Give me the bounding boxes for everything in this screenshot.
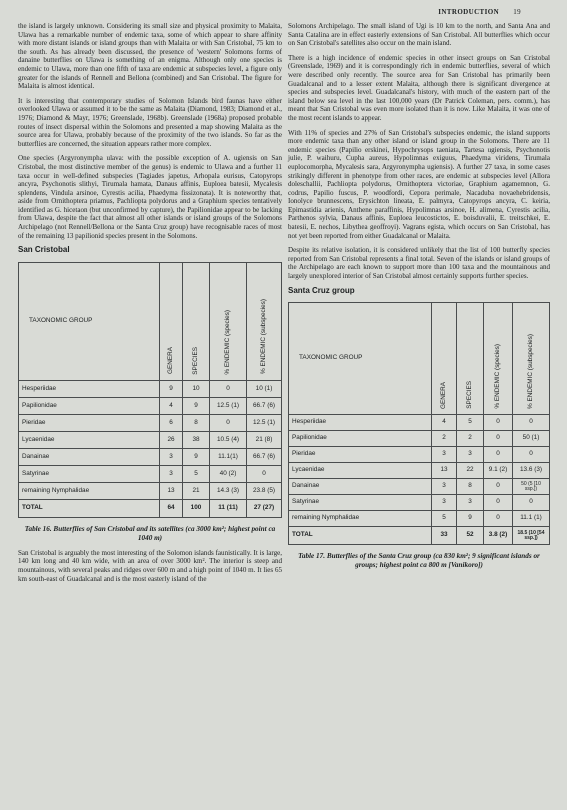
- section-title-santa-cruz: Santa Cruz group: [288, 285, 355, 295]
- table-row: Danainae 3 9 11.1(1) 66.7 (6): [19, 448, 282, 465]
- paragraph: the island is largely unknown. Considering its small size and physical proximity to Malaita, Ulawa has a remarkable number of endemic taxa, some of which appear to share affinity with more distant islands or island groups than with Malaita or with San Cristobal, 75 km to the south. As has already been discussed, the presence of 'western' Solomons forms of danaine butterflies on Ulawa is something of an enigma. Although only one species is endemic to Ulawa, more than one fifth of taxa are endemic at subspecies level, a figure only greater for the islands of Rennell and Bellona (combined) and San Cristobal. The figure for Malaita is almost identical.: [18, 22, 282, 91]
- column-header: GENERA: [166, 347, 174, 375]
- table-row: Papilionidae 4 9 12.5 (1) 66.7 (6): [19, 397, 282, 414]
- column-header: % ENDEMIC (subspecies): [259, 299, 267, 375]
- table-row: remaining Nymphalidae 13 21 14.3 (3) 23.8 (5): [19, 482, 282, 499]
- table-row: Satyrinae 3 3 0 0: [289, 495, 550, 511]
- running-header: [438, 8, 521, 16]
- table-row: remaining Nymphalidae 5 9 0 11.1 (1): [289, 511, 550, 527]
- table-row: Satyrinae 3 5 40 (2) 0: [19, 465, 282, 482]
- table-row: Pieridae 3 3 0 0: [289, 447, 550, 463]
- table-row: Danainae 3 8 0 50 (5 [10 ssp.]): [289, 479, 550, 495]
- page-number: 19: [513, 8, 521, 16]
- paragraph: With 11% of species and 27% of San Cristobal's subspecies endemic, the island supports more endemic taxa than any other island or island group in the Solomons. There are 11 endemic species (Papilio erskinei, Hypochrysops taeniata, Tartesa ugiensis, Psychonotis julie, P. waihuru, Cupha aureus, Hypolimnas exiguus, Phaedyma viridens, Tirumala euplocomorpha, Mycalesis sara, Argyronympha ugiensis). A further 27 taxa, in some cases strikingly different in phenotype from other races, are endemic at subspecies level (Allora doleschallii, Pachliopta polydorus, Ornithoptera victoriae, Graphium agamemnon, G. codrus, Papilio fuscus, P. woodfordi, Cepora perimale, Nacaduba novaehebridensis, Ionolyce brunnescens, Erysichton lineata, E. palmyra, Catopyrops ancyra, C. keiria, Epimastidia arienis, Anthene paraffinis, Hypolimnas arsinoe, H. alimena, Cyrestis acilia, Parthenos sylvia, Danaus affinis, Euploea leucostictos, E. boisduvalii, E. treitschkei, E. batesii, E. nechos, Libythea geoffroyi). Vagrans egista, which occurs on San Cristobal, has not yet been reported from either Guadalcanal or Malaita.: [288, 128, 550, 240]
- paragraph: It is interesting that contemporary studies of Solomon Islands bird faunas have either overlooked Ulawa or assumed it to be the same as Malaita (Diamond, 1983; Diamond et al., 1976; Diamond & Mayr, 1976; Greenslade, 1968b). Greenslade (1968a) proposed probable routes of insect dispersal within the Solomons and presented a map showing Malaita as the source area for Ulawa, probably because of the proximity of the two islands. So far as the butterflies are concerned, the situation appears rather more complex.: [18, 96, 282, 148]
- column-header: % ENDEMIC (species): [223, 309, 231, 375]
- table-16: [18, 262, 282, 518]
- table-caption: Table 16. Butterflies of San Cristobal and its satellites (ca 3000 km²; highest point ca 1040 m): [24, 524, 276, 542]
- column-header: % ENDEMIC (subspecies): [526, 333, 534, 409]
- column-header: % ENDEMIC (species): [493, 343, 501, 409]
- header-title: INTRODUCTION: [438, 8, 500, 16]
- column-header: SPECIES: [191, 346, 199, 375]
- table-row: Papilionidae 2 2 0 50 (1): [289, 431, 550, 447]
- table-row: Hesperiidae 4 5 0 0: [289, 415, 550, 431]
- paragraph: There is a high incidence of endemic species in other insect groups on San Cristobal (Greenslade, 1969) and it is correspondingly rich in endemic butterflies, several of which were described only recently. The source area for San Cristobal has primarily been Guadalcanal and to a lesser extent Malaita, although there is significant divergence at species and subspecies level. Guadalcanal's history, with much of the eastern part of the island below sea level in the last 100,000 years (Dr Patrick Coleman, pers. comm.), has meant that San Cristobal was even more isolated than it is now. Like Malaita, it was one of the most recent islands to appear.: [288, 53, 550, 122]
- paragraph: Despite its relative isolation, it is considered unlikely that the list of 100 butterfly species reported from San Cristobal represents a final total. Seven of the islands or island groups of the Archipelago are each known to support more than 100 taxa and the mountainous and largely unexplored interior of San Cristobal almost certainly supports further species.: [288, 246, 550, 281]
- table-row: Lycaenidae 13 22 9.1 (2) 13.6 (3): [289, 463, 550, 479]
- column-header: TAXONOMIC GROUP: [289, 303, 432, 415]
- section-title-san-cristobal: San Cristobal: [18, 245, 70, 255]
- table-17: [288, 302, 550, 545]
- table-row: Pieridae 6 8 0 12.5 (1): [19, 414, 282, 431]
- table-row: Lycaenidae 26 38 10.5 (4) 21 (8): [19, 431, 282, 448]
- table-caption: Table 17. Butterflies of the Santa Cruz group (ca 830 km²; 9 significant islands or groups; highest point ca 800 m [Vanikoro]): [298, 552, 540, 570]
- paragraph: One species (Argyronympha ulava: with the possible exception of A. ugiensis on San Cristobal, the most distinctive member of the genus) is endemic to Ulawa and a further 11 taxa occur in well-defined subspecies (Tagiades japetus, Arhopala eurisus, Catopyrops ancyra, Psychonotis slithyi, Tirumala hamata, Danaus affinis, Euploea batesii, Mycalesis splendens, Vindula arsinoe, Cyrestis acilia, Phaedyma fissizonata). It is noteworthy that, aside from Ornithoptera priamus, Pachliopta polydorus and a Graphium species tentatively identified as G. hicetaon (but unconfirmed by capture), the Papilionidae appear to be lacking from Ulawa, despite the fact that almost all other islands or island groups of the Solomons Archipelago (not Rennell/Bellona or the Santa Cruz group) have recognisable races of most of the remaining 13 papilionid species present in the Solomons.: [18, 154, 282, 240]
- column-header: GENERA: [439, 381, 447, 409]
- paragraph: San Cristobal is arguably the most interesting of the Solomon islands faunistically. It is large, 140 km long and 40 km wide, with an area of over 3000 km². The interior is steep and mountainous, with several peaks and ridges over 600 m and a high point of 1040 m. It lies 65 km south-east of Guadalcanal and is the most easterly island of the: [18, 548, 282, 583]
- left-column: [18, 22, 282, 589]
- column-header: TAXONOMIC GROUP: [19, 262, 160, 380]
- right-column: [288, 22, 550, 576]
- table-total-row: TOTAL 64 100 11 (11) 27 (27): [19, 499, 282, 517]
- column-header: SPECIES: [465, 380, 473, 409]
- table-row: Hesperiidae 9 10 0 10 (1): [19, 380, 282, 397]
- paragraph: Solomons Archipelago. The small island of Ugi is 10 km to the north, and Santa Ana and Santa Catalina are in effect easterly extensions of San Cristobal. All butterflies which occur on San Cristobal's satellites also occur on the main island.: [288, 22, 550, 48]
- table-total-row: TOTAL 33 52 3.8 (2) 18.5 (10 [54 ssp.]): [289, 527, 550, 545]
